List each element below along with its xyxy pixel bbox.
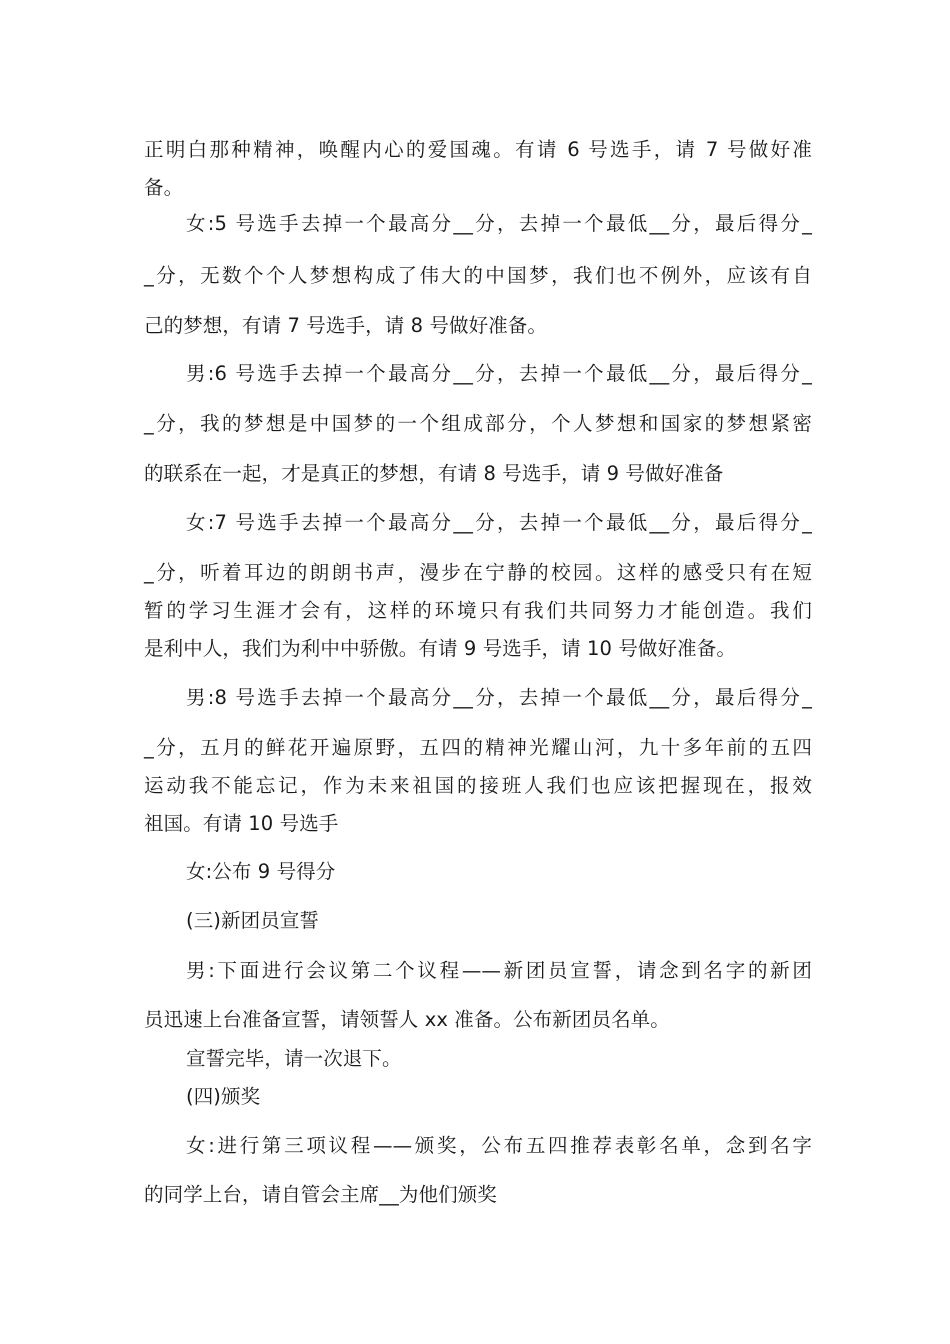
text-line: 男:6 号选手去掉一个最高分__分，去掉一个最低__分，最后得分_ (186, 362, 812, 385)
section-heading: (三)新团员宣誓 (186, 909, 320, 932)
text-line: 己的梦想，有请 7 号选手，请 8 号做好准备。 (144, 314, 548, 337)
text-line: 女:5 号选手去掉一个最高分__分，去掉一个最低__分，最后得分_ (186, 212, 812, 235)
text-line: 祖国。有请 10 号选手 (144, 812, 339, 835)
text-line: _分，我的梦想是中国梦的一个组成部分，个人梦想和国家的梦想紧密 (144, 412, 812, 435)
text-line: 是利中人，我们为利中中骄傲。有请 9 号选手，请 10 号做好准备。 (144, 637, 736, 660)
text-line: 暂的学习生涯才会有，这样的环境只有我们共同努力才能创造。我们 (144, 599, 812, 622)
text-line: 男:8 号选手去掉一个最高分__分，去掉一个最低__分，最后得分_ (186, 686, 812, 709)
text-line: 的联系在一起，才是真正的梦想，有请 8 号选手，请 9 号做好准备 (144, 462, 724, 485)
text-line: _分，听着耳边的朗朗书声，漫步在宁静的校园。这样的感受只有在短 (144, 561, 812, 584)
text-line: 女:公布 9 号得分 (186, 860, 336, 883)
text-line: 男:下面进行会议第二个议程——新团员宣誓，请念到名字的新团 (186, 959, 812, 982)
text-line: 的同学上台，请自管会主席__为他们颁奖 (144, 1183, 497, 1206)
text-line: 宣誓完毕，请一次退下。 (186, 1047, 402, 1070)
text-line: 运动我不能忘记，作为未来祖国的接班人我们也应该把握现在，报效 (144, 774, 812, 797)
section-heading: (四)颁奖 (186, 1085, 261, 1108)
text-line: 备。 (144, 176, 184, 199)
text-line: _分，无数个个人梦想构成了伟大的中国梦，我们也不例外，应该有自 (144, 264, 812, 287)
text-line: _分，五月的鲜花开遍原野，五四的精神光耀山河，九十多年前的五四 (144, 736, 812, 759)
text-line: 员迅速上台准备宣誓，请领誓人 xx 准备。公布新团员名单。 (144, 1008, 670, 1031)
text-line: 女:进行第三项议程——颁奖，公布五四推荐表彰名单，念到名字 (186, 1134, 812, 1157)
text-line: 正明白那种精神，唤醒内心的爱国魂。有请 6 号选手，请 7 号做好准 (144, 138, 812, 161)
text-line: 女:7 号选手去掉一个最高分__分，去掉一个最低__分，最后得分_ (186, 511, 812, 534)
